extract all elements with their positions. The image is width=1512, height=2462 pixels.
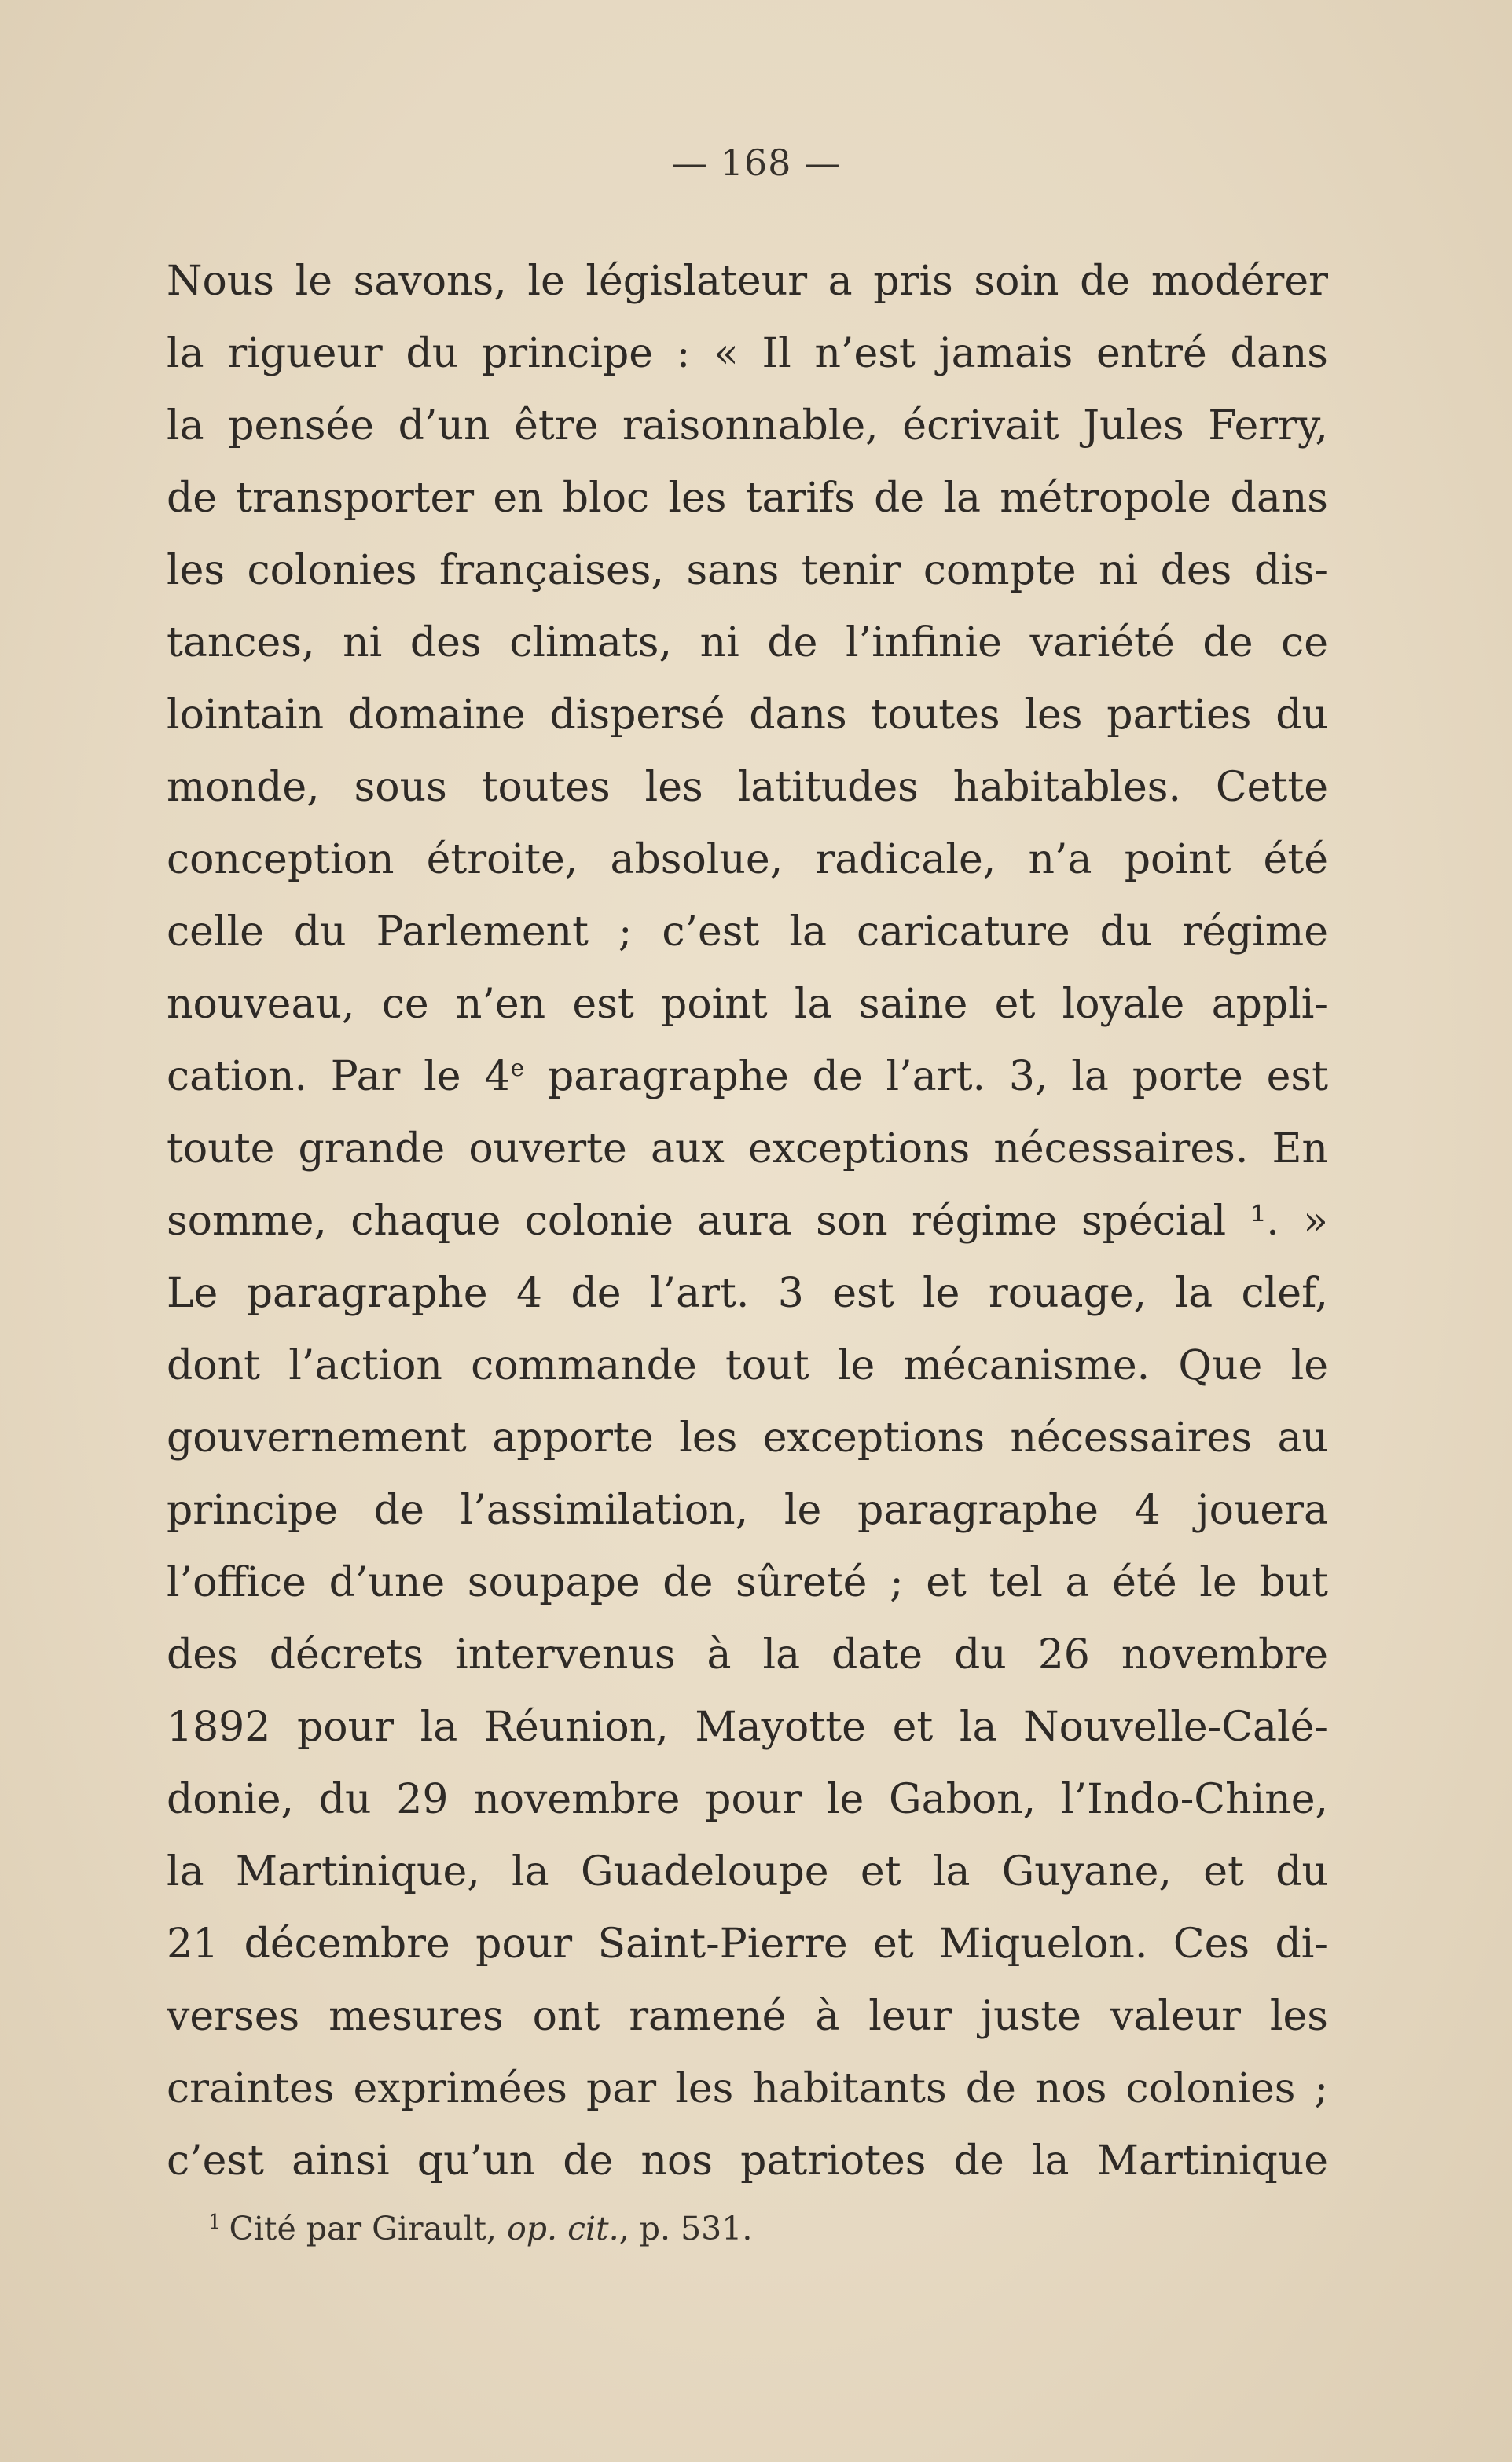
text-line: de transporter en bloc les tarifs de la métropole dans	[167, 475, 1328, 522]
text-line: cation. Par le 4e paragraphe de l’art. 3, la porte est	[167, 1053, 1328, 1100]
text-line: somme, chaque colonie aura son régime spécial ¹. »	[167, 1198, 1328, 1245]
text-line: donie, du 29 novembre pour le Gabon, l’Indo-Chine,	[167, 1776, 1328, 1823]
text-line: 21 décembre pour Saint-Pierre et Miquelon. Ces di-	[167, 1921, 1328, 1968]
text-line: dont l’action commande tout le mécanisme. Que le	[167, 1342, 1328, 1389]
text-line: c’est ainsi qu’un de nos patriotes de la Martinique	[167, 2137, 1328, 2185]
footnote-marker: 1	[208, 2211, 222, 2234]
text-line: lointain domaine dispersé dans toutes les parties du	[167, 692, 1328, 739]
text-line: conception étroite, absolue, radicale, n’a point été	[167, 836, 1328, 883]
text-line: tances, ni des climats, ni de l’infinie variété de ce	[167, 619, 1328, 666]
text-line: Le paragraphe 4 de l’art. 3 est le rouage, la clef,	[167, 1270, 1328, 1317]
footnote-text-after: , p. 531.	[618, 2210, 753, 2247]
text-line: la Martinique, la Guadeloupe et la Guyane, et du	[167, 1848, 1328, 1895]
text-line: celle du Parlement ; c’est la caricature du régime	[167, 908, 1328, 956]
text-line: des décrets intervenus à la date du 26 novembre	[167, 1631, 1328, 1679]
footnote-italic: op. cit.	[507, 2210, 619, 2247]
text-line: Nous le savons, le législateur a pris soin de modérer	[167, 258, 1328, 305]
text-line: gouvernement apporte les exceptions nécessaires au	[167, 1414, 1328, 1462]
text-line: verses mesures ont ramené à leur juste valeur les	[167, 1993, 1328, 2040]
text-line: les colonies françaises, sans tenir compte ni des dis-	[167, 547, 1328, 594]
page-number: — 168 —	[670, 141, 842, 184]
text-line: monde, sous toutes les latitudes habitables. Cette	[167, 764, 1328, 811]
text-line: nouveau, ce n’en est point la saine et loyale appli-	[167, 981, 1328, 1028]
text-line: craintes exprimées par les habitants de nos colonies ;	[167, 2065, 1328, 2112]
text-line: principe de l’assimilation, le paragraphe 4 jouera	[167, 1487, 1328, 1534]
text-line: la pensée d’un être raisonnable, écrivait Jules Ferry,	[167, 402, 1328, 449]
footnote-text-before: Cité par Girault,	[229, 2210, 508, 2247]
text-line: la rigueur du principe : « Il n’est jamais entré dans	[167, 330, 1328, 377]
text-line: l’office d’une soupape de sûreté ; et tel a été le but	[167, 1559, 1328, 1606]
text-line: 1892 pour la Réunion, Mayotte et la Nouvelle-Calé-	[167, 1704, 1328, 1751]
body-text	[167, 245, 1328, 2197]
footnote	[208, 2210, 752, 2247]
text-line: toute grande ouverte aux exceptions nécessaires. En	[167, 1125, 1328, 1172]
